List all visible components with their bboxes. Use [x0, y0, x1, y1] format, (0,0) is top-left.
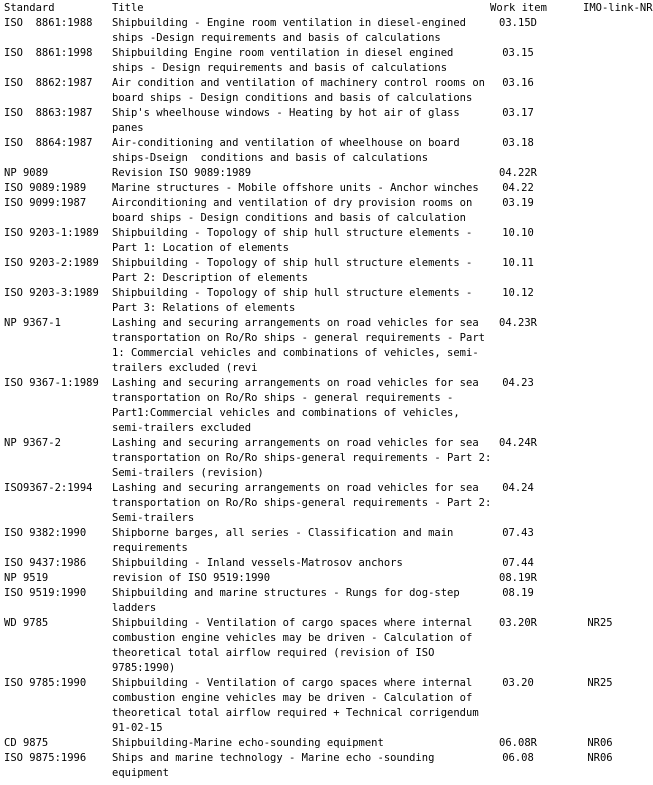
- title-line: combustion engine vehicles may be driven - Calculation of: [112, 692, 473, 704]
- title-line: Ship's wheelhouse windows - Heating by hot air of glass: [112, 107, 460, 119]
- title-line: 1: Commercial vehicles and combinations of vehicles, semi-: [112, 347, 479, 359]
- work-item: 07.44: [502, 557, 534, 569]
- imo-link-nr: NR06: [587, 752, 613, 764]
- work-item: 04.22: [502, 182, 534, 194]
- title-line: Shipbuilding - Topology of ship hull structure elements -: [112, 227, 473, 239]
- work-item: 06.08: [502, 752, 534, 764]
- title-line: Lashing and securing arrangements on road vehicles for sea: [112, 317, 479, 329]
- standard-code: NP 9367-2: [4, 437, 61, 449]
- work-item: 04.24: [502, 482, 534, 494]
- standard-title: [112, 136, 477, 166]
- title-line: theoretical total airflow required + Technical corrigendum: [112, 707, 479, 719]
- standard-title: [112, 226, 477, 256]
- work-item: 10.10: [502, 227, 534, 239]
- title-line: Air-conditioning and ventilation of wheelhouse on board: [112, 137, 460, 149]
- title-line: transportation on Ro/Ro ships - general requirements - Part: [112, 332, 485, 344]
- standard-title: [112, 316, 485, 376]
- title-line: Air condition and ventilation of machinery control rooms on: [112, 77, 485, 89]
- title-line: revision of ISO 9519:1990: [112, 572, 271, 584]
- standard-code: ISO 9367-1:1989: [4, 377, 99, 389]
- standard-title: [112, 616, 477, 676]
- standard-title: [112, 481, 492, 526]
- standard-code: ISO 9089:1989: [4, 182, 87, 194]
- title-line: board ships - Design conditions and basis of calculation: [112, 212, 467, 224]
- work-item: 04.23R: [499, 317, 537, 329]
- title-line: Shipborne barges, all series - Classification and main: [112, 527, 454, 539]
- title-line: Part1:Commercial vehicles and combinations of vehicles,: [112, 407, 460, 419]
- title-line: 9785:1990): [112, 662, 176, 674]
- work-item: 07.43: [502, 527, 534, 539]
- title-line: theoretical total airflow required (revision of ISO: [112, 647, 435, 659]
- standard-code: ISO 8862:1987: [4, 77, 93, 89]
- work-item: 08.19: [502, 587, 534, 599]
- work-item: 03.18: [502, 137, 534, 149]
- standard-code: ISO9367-2:1994: [4, 482, 93, 494]
- standard-title: [112, 256, 477, 286]
- title-line: Shipbuilding-Marine echo-sounding equipment: [112, 737, 384, 749]
- title-line: ships - Design requirements and basis of calculations: [112, 62, 448, 74]
- title-line: transportation on Ro/Ro ships-general requirements - Part 2:: [112, 497, 492, 509]
- standard-code: ISO 8863:1987: [4, 107, 93, 119]
- title-line: Shipbuilding - Topology of ship hull structure elements -: [112, 257, 473, 269]
- work-item: 10.12: [502, 287, 534, 299]
- imo-link-nr: NR25: [587, 617, 613, 629]
- standard-title: [112, 556, 477, 571]
- standard-title: [112, 736, 477, 751]
- standard-title: [112, 166, 477, 181]
- standard-code: ISO 9437:1986: [4, 557, 87, 569]
- standard-title: [112, 76, 485, 106]
- standard-code: ISO 9519:1990: [4, 587, 87, 599]
- standard-code: ISO 9203-3:1989: [4, 287, 99, 299]
- title-line: requirements: [112, 542, 188, 554]
- work-item: 03.20: [502, 677, 534, 689]
- standard-code: CD 9875: [4, 737, 49, 749]
- header-standard: Standard: [4, 2, 55, 14]
- title-line: ships-Dseign conditions and basis of calculations: [112, 152, 429, 164]
- work-item: 03.19: [502, 197, 534, 209]
- standard-code: ISO 9875:1996: [4, 752, 87, 764]
- standard-title: [112, 586, 477, 616]
- standard-title: [112, 751, 477, 781]
- standard-title: [112, 526, 477, 556]
- standard-title: [112, 106, 477, 136]
- title-line: Marine structures - Mobile offshore units - Anchor winches: [112, 182, 479, 194]
- standard-code: NP 9367-1: [4, 317, 61, 329]
- standard-code: NP 9519: [4, 572, 49, 584]
- work-item: 04.22R: [499, 167, 537, 179]
- work-item: 06.08R: [499, 737, 537, 749]
- imo-link-nr: NR06: [587, 737, 613, 749]
- work-item: 03.15D: [499, 17, 537, 29]
- title-line: Semi-trailers (revision): [112, 467, 264, 479]
- standard-code: ISO 9785:1990: [4, 677, 87, 689]
- title-line: Shipbuilding - Ventilation of cargo spaces where internal: [112, 617, 473, 629]
- standard-title: [112, 46, 477, 76]
- header-work-item: Work item: [490, 2, 547, 14]
- standard-title: [112, 676, 477, 736]
- title-line: Shipbuilding Engine room ventilation in diesel engined: [112, 47, 454, 59]
- standard-title: [112, 16, 477, 46]
- standard-code: ISO 9203-2:1989: [4, 257, 99, 269]
- standard-code: ISO 8861:1988: [4, 17, 93, 29]
- title-line: trailers excluded (revi: [112, 362, 258, 374]
- standard-code: NP 9089: [4, 167, 49, 179]
- standard-title: [112, 196, 477, 226]
- title-line: 91-02-15: [112, 722, 163, 734]
- standard-code: ISO 9203-1:1989: [4, 227, 99, 239]
- title-line: Airconditioning and ventilation of dry provision rooms on: [112, 197, 473, 209]
- standard-title: [112, 181, 477, 196]
- title-line: Part 3: Relations of elements: [112, 302, 296, 314]
- title-line: Shipbuilding - Topology of ship hull structure elements -: [112, 287, 473, 299]
- title-line: panes: [112, 122, 144, 134]
- title-line: Lashing and securing arrangements on road vehicles for sea: [112, 437, 479, 449]
- title-line: Shipbuilding - Inland vessels-Matrosov anchors: [112, 557, 403, 569]
- header-title: Title: [112, 2, 144, 14]
- work-item: 04.23: [502, 377, 534, 389]
- title-line: Revision ISO 9089:1989: [112, 167, 252, 179]
- title-line: equipment: [112, 767, 169, 779]
- standard-title: [112, 571, 477, 586]
- title-line: Shipbuilding - Ventilation of cargo spaces where internal: [112, 677, 473, 689]
- title-line: combustion engine vehicles may be driven - Calculation of: [112, 632, 473, 644]
- standard-code: WD 9785: [4, 617, 49, 629]
- header-imo-link: IMO-link-NR: [583, 2, 653, 14]
- title-line: transportation on Ro/Ro ships-general requirements - Part 2:: [112, 452, 492, 464]
- title-line: Semi-trailers: [112, 512, 195, 524]
- imo-link-nr: NR25: [587, 677, 613, 689]
- title-line: Lashing and securing arrangements on road vehicles for sea: [112, 377, 479, 389]
- title-line: transportation on Ro/Ro ships - general requirements -: [112, 392, 454, 404]
- work-item: 03.16: [502, 77, 534, 89]
- work-item: 04.24R: [499, 437, 537, 449]
- title-line: ships -Design requirements and basis of calculations: [112, 32, 441, 44]
- standard-code: ISO 8861:1998: [4, 47, 93, 59]
- standard-code: ISO 9382:1990: [4, 527, 87, 539]
- title-line: semi-trailers excluded: [112, 422, 252, 434]
- work-item: 08.19R: [499, 572, 537, 584]
- title-line: Shipbuilding - Engine room ventilation in diesel-engined: [112, 17, 467, 29]
- work-item: 03.20R: [499, 617, 537, 629]
- title-line: Ships and marine technology - Marine echo -sounding: [112, 752, 435, 764]
- work-item: 03.15: [502, 47, 534, 59]
- title-line: board ships - Design conditions and basis of calculations: [112, 92, 473, 104]
- work-item: 10.11: [502, 257, 534, 269]
- standard-title: [112, 436, 492, 481]
- title-line: ladders: [112, 602, 157, 614]
- standard-code: ISO 9099:1987: [4, 197, 87, 209]
- title-line: Part 1: Location of elements: [112, 242, 290, 254]
- title-line: Shipbuilding and marine structures - Rungs for dog-step: [112, 587, 460, 599]
- standard-title: [112, 286, 477, 316]
- standard-title: [112, 376, 477, 436]
- standard-code: ISO 8864:1987: [4, 137, 93, 149]
- title-line: Lashing and securing arrangements on road vehicles for sea: [112, 482, 479, 494]
- work-item: 03.17: [502, 107, 534, 119]
- title-line: Part 2: Description of elements: [112, 272, 308, 284]
